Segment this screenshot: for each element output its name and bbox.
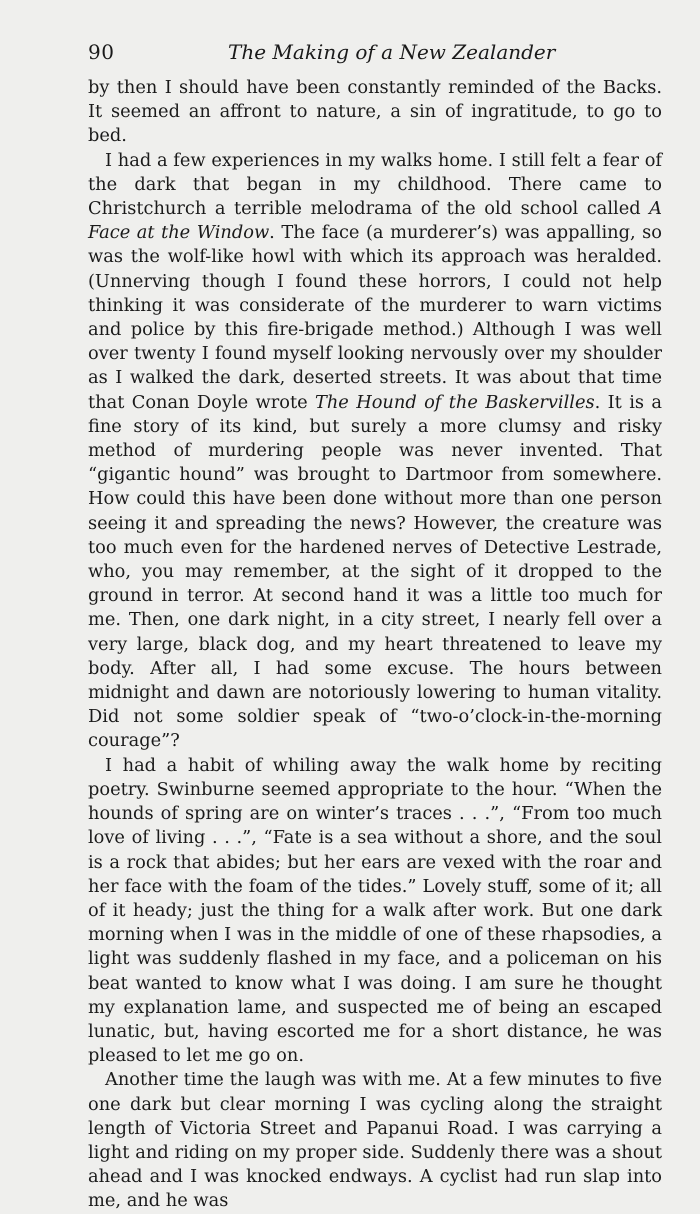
paragraph-3: [88, 754, 662, 1069]
paragraph-1: [88, 76, 662, 149]
body-text: [88, 76, 662, 1214]
paragraph-3-text: I had a habit of whiling away the walk home by reciting poetry. Swinburne seemed appropriate to the hour. “When the hounds of spring are on winter’s traces . . .”, “From too much love of living . . .”, “Fate is a sea without a shore, and the soul is a rock that abides; but her ears are vexed with the roar and her face with the foam of the tides.” Lovely stuff, some of it; all of it heady; just the thing for a walk after work. But one dark morning when I was in the middle of one of these rhapsodies, a light was suddenly flashed in my face, and a policeman on his beat wanted to know what I was doing. I am sure he thought my explanation lame, and suspected me of being an escaped lunatic, but, having escorted me for a short distance, he was pleased to let me go on.: [88, 754, 662, 1067]
page-number: 90: [88, 40, 115, 64]
paragraph-4-text: Another time the laugh was with me. At a few minutes to five one dark but clear morning I was cycling along the straight length of Victoria Street and Papanui Road. I was carrying a light and riding on my proper side. Suddenly there was a shout ahead and I was knocked endways. A cyclist had run slap into me, and he was: [88, 1069, 662, 1212]
book-title-face-at-window: A Face at the Window: [88, 198, 662, 244]
paragraph-2-text: . The face (a murderer’s) was appalling, so was the wolf-like howl with which its approach was heralded. (Unnerving though I found these horrors, I could not help thinking it was considerate of the murderer to warn victims and police by this fire-brigade method.) Although I was well over twenty I found myself looking nervously over my shoulder as I walked the dark, deserted streets. It was about that time that Conan Doyle wrote: [88, 222, 663, 413]
paragraph-1-text: by then I should have been constantly reminded of the Backs. It seemed an affront to nature, a sin of ingratitude, to go to bed.: [88, 77, 662, 147]
running-title: The Making of a New Zealander: [228, 40, 556, 64]
paragraph-2-text: I had a few experiences in my walks home. I still felt a fear of the dark that began in my childhood. There came to Christchurch a terrible melodrama of the old school called: [88, 149, 662, 220]
page-header: [88, 40, 662, 70]
paragraph-4: [88, 1068, 662, 1213]
paragraph-2-text: . It is a fine story of its kind, but surely a more clumsy and risky method of murdering people was never invented. That “gigantic hound” was brought to Dartmoor from somewhere. How could this have been done without more than one person seeing it and spreading the news? However, the creature was too much even for the hardened nerves of Detective Lestrade, who, you may remember, at the sight of it dropped to the ground in terror. At second hand it was a little too much for me. Then, one dark night, in a city street, I nearly fell over a very large, black dog, and my heart threatened to leave my body. After all, I had some excuse. The hours between midnight and dawn are notoriously lowering to human vitality. Did not some soldier speak of “two-o’clock-in-the-morning courage”?: [88, 391, 662, 752]
book-title-hound-baskervilles: The Hound of the Baskervilles: [315, 391, 595, 413]
paragraph-2: [88, 149, 662, 754]
